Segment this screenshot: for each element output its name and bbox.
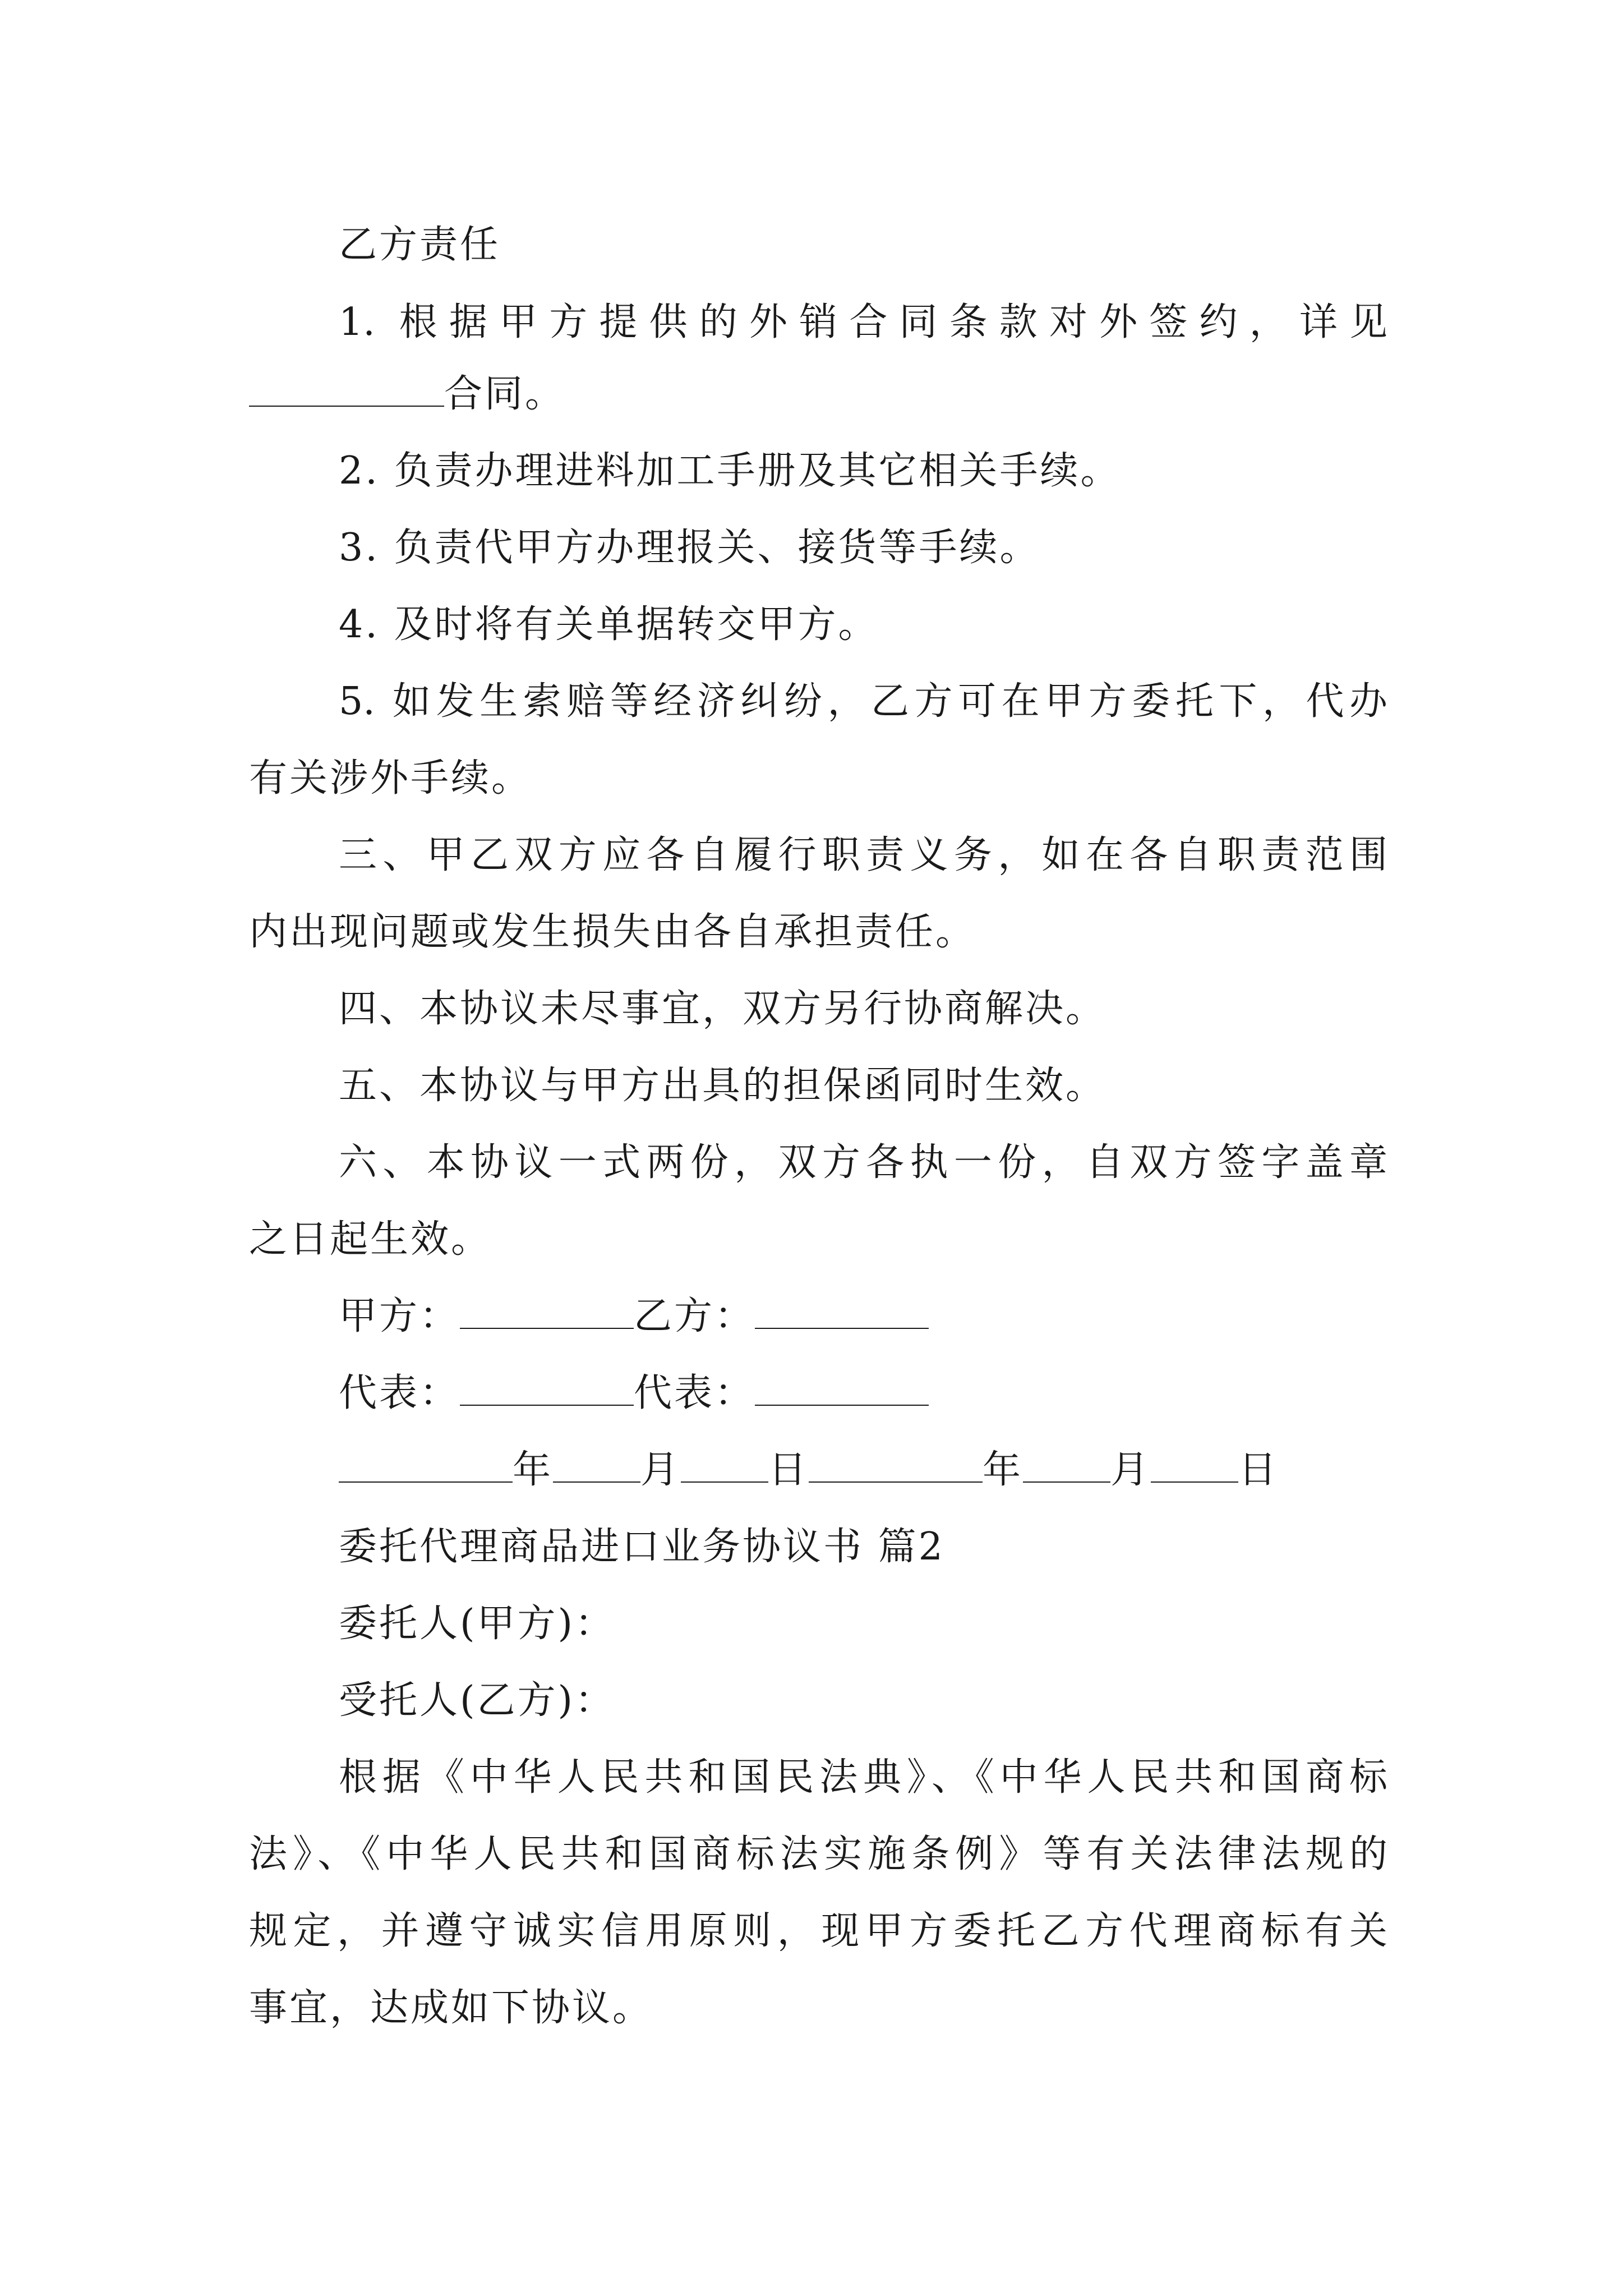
contract-blank (249, 371, 444, 407)
clause-6-line-2: 之日起生效。 (249, 1217, 492, 1262)
party-a-label: 甲方： (339, 1294, 460, 1338)
section-heading-yifang: 乙方责任 (339, 223, 501, 267)
item-5-line-1: 5. 如发生索赔等经济纠纷，乙方可在甲方委托下，代办 (339, 679, 1387, 724)
item-1-continuation: 合同。 (444, 372, 566, 416)
item-1-line-1: 1. 根据甲方提供的外销合同条款对外签约，详见 (339, 300, 1387, 344)
clause-6-line-1: 六、本协议一式两份，双方各执一份，自双方签字盖章 (339, 1140, 1387, 1185)
year-a-label: 年 (513, 1448, 554, 1492)
year-b-blank (809, 1447, 983, 1483)
item-1-line-2 (249, 369, 1387, 420)
day-b-blank (1151, 1447, 1238, 1483)
rep-a-blank (460, 1370, 634, 1406)
month-b-blank (1023, 1447, 1110, 1483)
clause-4: 四、本协议未尽事宜，双方另行协商解决。 (339, 987, 1106, 1031)
clause-5: 五、本协议与甲方出具的担保函同时生效。 (339, 1064, 1106, 1108)
signature-parties-row (339, 1291, 1387, 1342)
rep-b-label: 代表： (634, 1371, 755, 1415)
clause-3-line-2: 内出现问题或发生损失由各自承担责任。 (249, 910, 976, 954)
day-b-label: 日 (1238, 1448, 1279, 1492)
year-a-blank (339, 1447, 513, 1483)
intro-para-line-2: 法》、《中华人民共和国商标法实施条例》等有关法律法规的 (249, 1832, 1387, 1876)
item-5-line-2: 有关涉外手续。 (249, 756, 532, 800)
party-b-label: 乙方： (634, 1294, 755, 1338)
month-a-label: 月 (640, 1448, 681, 1492)
month-a-blank (553, 1447, 640, 1483)
signature-representatives-row (339, 1368, 1387, 1419)
intro-para-line-4: 事宜，达成如下协议。 (249, 1986, 653, 2030)
signature-dates-row (339, 1445, 1387, 1496)
day-a-label: 日 (768, 1448, 809, 1492)
party-b-blank (755, 1293, 929, 1329)
intro-para-line-3: 规定，并遵守诚实信用原则，现甲方委托乙方代理商标有关 (249, 1909, 1387, 1953)
year-b-label: 年 (983, 1448, 1023, 1492)
party-a-blank (460, 1293, 634, 1329)
day-a-blank (681, 1447, 768, 1483)
rep-a-label: 代表： (339, 1371, 460, 1415)
principal-label: 委托人(甲方)： (339, 1602, 616, 1646)
month-b-label: 月 (1110, 1448, 1151, 1492)
item-2: 2. 负责办理进料加工手册及其它相关手续。 (339, 449, 1121, 493)
item-4: 4. 及时将有关单据转交甲方。 (339, 602, 879, 647)
agent-label: 受托人(乙方)： (339, 1678, 616, 1723)
item-3: 3. 负责代甲方办理报关、接货等手续。 (339, 526, 1040, 570)
clause-3-line-1: 三、甲乙双方应各自履行职责义务，如在各自职责范围 (339, 833, 1387, 877)
document-2-title: 委托代理商品进口业务协议书 篇2 (339, 1525, 945, 1569)
intro-para-line-1: 根据《中华人民共和国民法典》、《中华人民共和国商标 (339, 1755, 1387, 1800)
rep-b-blank (755, 1370, 929, 1406)
